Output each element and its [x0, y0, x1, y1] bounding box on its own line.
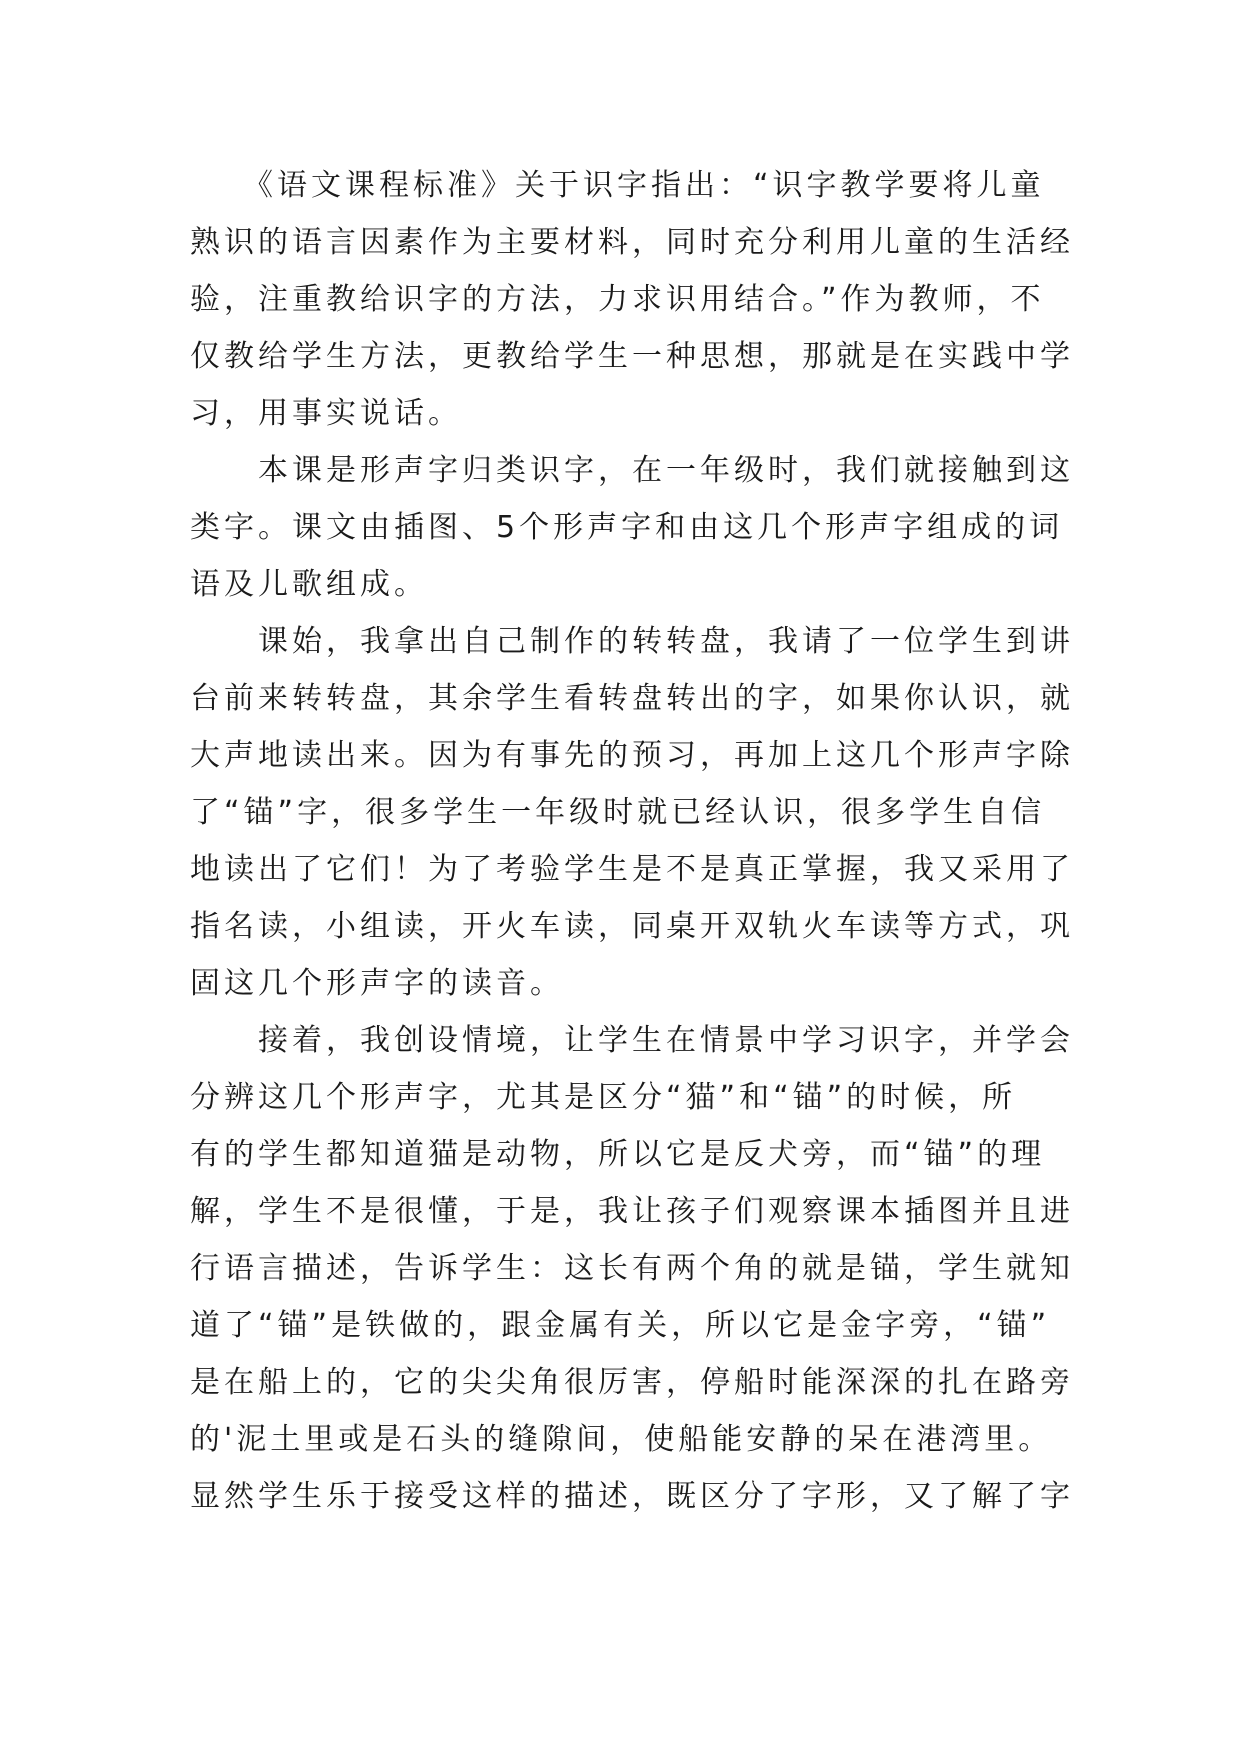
text-line: 类字。课文由插图、5个形声字和由这几个形声字组成的词 — [190, 510, 1064, 545]
text-line: 课始，我拿出自己制作的转转盘，我请了一位学生到讲 — [190, 624, 1074, 659]
text-line: 行语言描述，告诉学生：这长有两个角的就是锚，学生就知 — [190, 1251, 1074, 1286]
text-line: 接着，我创设情境，让学生在情景中学习识字，并学会 — [190, 1023, 1074, 1058]
text-line: 固这几个形声字的读音。 — [190, 966, 564, 1001]
text-line: 道了“锚”是铁做的，跟金属有关，所以它是金字旁，“锚” — [190, 1308, 1051, 1343]
text-line: 显然学生乐于接受这样的描述，既区分了字形，又了解了字 — [190, 1479, 1074, 1514]
text-line: 大声地读出来。因为有事先的预习，再加上这几个形声字除 — [190, 738, 1074, 773]
text-line: 习，用事实说话。 — [190, 396, 462, 431]
text-line: 分辨这几个形声字，尤其是区分“猫”和“锚”的时候，所 — [190, 1080, 1017, 1115]
text-line: 的'泥土里或是石头的缝隙间，使船能安静的呆在港湾里。 — [190, 1422, 1053, 1457]
text-line: 熟识的语言因素作为主要材料，同时充分利用儿童的生活经 — [190, 225, 1074, 260]
text-line: 指名读，小组读，开火车读，同桌开双轨火车读等方式，巩 — [190, 909, 1074, 944]
text-line: 语及儿歌组成。 — [190, 567, 428, 602]
text-line: 是在船上的，它的尖尖角很厉害，停船时能深深的扎在路旁 — [190, 1365, 1074, 1400]
text-line: 验，注重教给识字的方法，力求识用结合。”作为教师，不 — [190, 282, 1045, 317]
text-line: 了“锚”字，很多学生一年级时就已经认识，很多学生自信 — [190, 795, 1046, 830]
text-line: 台前来转转盘，其余学生看转盘转出的字，如果你认识，就 — [190, 681, 1074, 716]
text-line: 《语文课程标准》关于识字指出：“识字教学要将儿童 — [190, 168, 1045, 203]
text-line: 本课是形声字归类识字，在一年级时，我们就接触到这 — [190, 453, 1074, 488]
text-line: 有的学生都知道猫是动物，所以它是反犬旁，而“锚”的理 — [190, 1137, 1046, 1172]
text-line: 解，学生不是很懂，于是，我让孩子们观察课本插图并且进 — [190, 1194, 1074, 1229]
text-line: 仅教给学生方法，更教给学生一种思想，那就是在实践中学 — [190, 339, 1074, 374]
text-line: 地读出了它们！为了考验学生是不是真正掌握，我又采用了 — [190, 852, 1074, 887]
